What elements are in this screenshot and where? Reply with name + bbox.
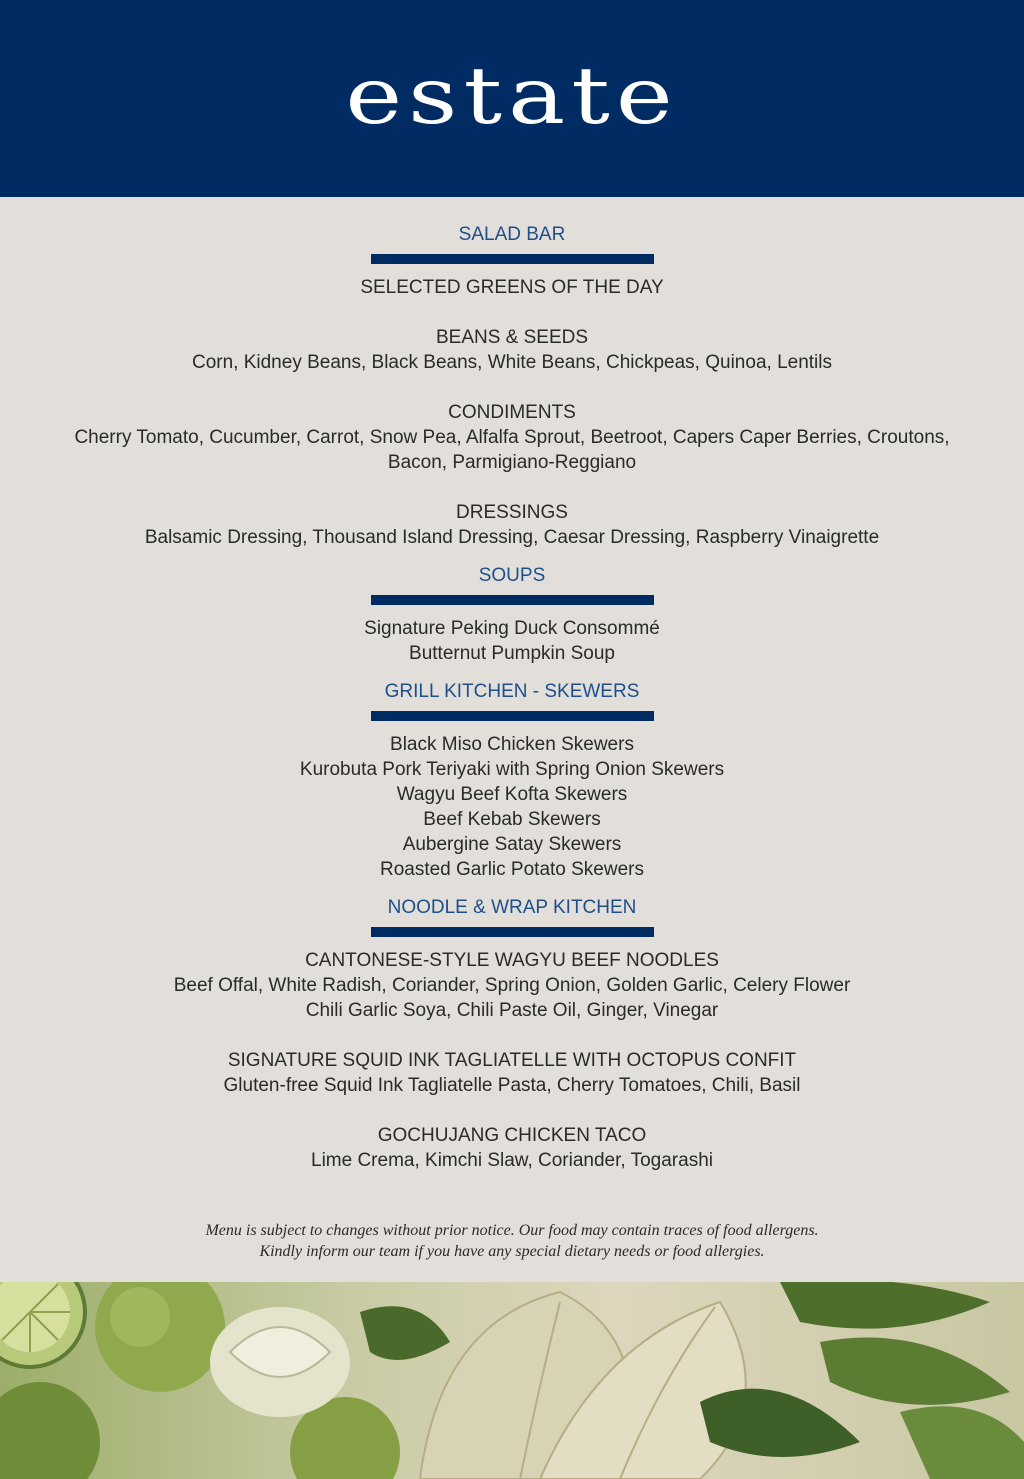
section-spacer [0,666,1024,677]
section-title-soups: SOUPS [478,565,546,586]
menu-item-line: Gluten-free Squid Ink Tagliatelle Pasta, Cherry Tomatoes, Chili, Basil [223,1075,801,1096]
group-spacer [0,475,1024,500]
menu-item-heading: Black Miso Chicken Skewers [390,734,634,755]
menu-item-heading: SELECTED GREENS OF THE DAY [360,277,664,298]
allergen-notice-line-1: Menu is subject to changes without prior notice. Our food may contain traces of food allergens. [205,1222,819,1239]
header-banner [0,0,1024,197]
estate-logo: estate [345,49,679,142]
group-spacer [0,300,1024,325]
section-title-salad-bar: SALAD BAR [458,224,566,245]
allergen-notice-line-2: Kindly inform our team if you have any special dietary needs or food allergies. [259,1243,765,1260]
section-title-grill-kitchen-skewers: GRILL KITCHEN - SKEWERS [384,681,640,702]
menu-item-line: Beef Kebab Skewers [423,809,601,830]
menu-item-line: Beef Offal, White Radish, Coriander, Spring Onion, Golden Garlic, Celery Flower [173,975,851,996]
menu-item-heading: DRESSINGS [456,502,568,523]
menu-item-line: Roasted Garlic Potato Skewers [379,859,644,880]
group-spacer [0,1098,1024,1123]
menu-item-line: Wagyu Beef Kofta Skewers [396,784,628,805]
menu-item-line: Bacon, Parmigiano-Reggiano [387,452,637,473]
botanical-illustration [0,1282,1024,1479]
menu-item-heading: GOCHUJANG CHICKEN TACO [377,1125,647,1146]
section-divider-bar [371,254,654,264]
leaves-and-limes-image [0,1282,1024,1479]
section-spacer [0,550,1024,561]
menu-item-line: Cherry Tomato, Cucumber, Carrot, Snow Pea, Alfalfa Sprout, Beetroot, Capers Caper Berries, Croutons, [74,427,950,448]
menu-item-line: Lime Crema, Kimchi Slaw, Coriander, Togarashi [311,1150,713,1171]
group-spacer [0,1023,1024,1048]
allergen-notice [0,1220,1024,1262]
menu-content [0,220,1024,1184]
section-divider-bar [371,595,654,605]
menu-item-line: Butternut Pumpkin Soup [409,643,615,664]
menu-item-line: Corn, Kidney Beans, Black Beans, White Beans, Chickpeas, Quinoa, Lentils [191,352,832,373]
section-spacer [0,882,1024,893]
menu-item-heading: CANTONESE-STYLE WAGYU BEEF NOODLES [305,950,719,971]
menu-item-heading: BEANS & SEEDS [435,327,589,348]
section-divider-bar [371,711,654,721]
section-title-noodle-wrap-kitchen: NOODLE & WRAP KITCHEN [387,897,637,918]
menu-item-line: Balsamic Dressing, Thousand Island Dressing, Caesar Dressing, Raspberry Vinaigrette [144,527,880,548]
menu-item-heading: SIGNATURE SQUID INK TAGLIATELLE WITH OCTOPUS CONFIT [227,1050,797,1071]
menu-item-heading: CONDIMENTS [448,402,576,423]
menu-item-heading: Signature Peking Duck Consommé [364,618,660,639]
menu-item-line: Kurobuta Pork Teriyaki with Spring Onion Skewers [299,759,725,780]
section-spacer [0,1173,1024,1184]
menu-item-line: Chili Garlic Soya, Chili Paste Oil, Ginger, Vinegar [305,1000,719,1021]
group-spacer [0,375,1024,400]
section-divider-bar [371,927,654,937]
menu-item-line: Aubergine Satay Skewers [402,834,622,855]
